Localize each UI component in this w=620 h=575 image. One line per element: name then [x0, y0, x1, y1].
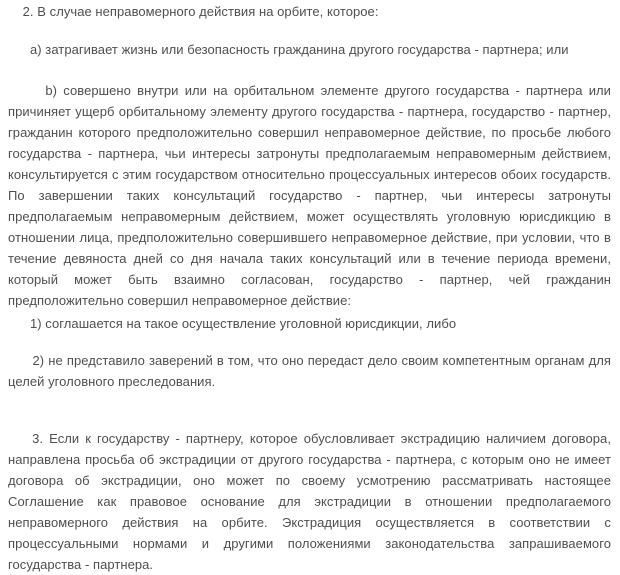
paragraph-item-1: 1) соглашается на такое осуществление уголовной юрисдикции, либо — [8, 316, 457, 331]
paragraph-item-2: 2) не представило заверений в том, что оно передаст дело своим компетентным органам для целей уголовного преследования. — [8, 353, 615, 389]
paragraph-clause-2: 2. В случае неправомерного действия на орбите, которое: — [8, 4, 379, 19]
paragraph-subclause-b: b) совершено внутри или на орбитальном элементе другого государства - партнера или причиняет ущерб орбитальному элементу другого государства - партнера, государство - партнер, гражданин которого предположительно совершил неправомерное действие, по просьбе любого государства - партнера, чьи интересы затронуты предполагаемым неправомерным действием, консультируется с этим государством относительно процессуальных интересов обоих государств. По завершении таких консультаций государство - партнер, чьи интересы затронуты предполагаемым неправомерным действием, может осуществлять уголовную юрисдикцию в отношении лица, предположительно совершившего неправомерное действие, при условии, что в течение девяноста дней со дня начала таких консультаций или в течение периода времени, который может быть взаимно согласован, государство - партнер, чей гражданин предположительно совершил неправомерное действие: — [8, 83, 615, 308]
paragraph-subclause-a: а) затрагивает жизнь или безопасность гражданина другого государства - партнера; или — [8, 42, 569, 57]
paragraph-clause-3: 3. Если к государству - партнеру, которое обусловливает экстрадицию наличием договора, направлена просьба об экстрадиции от другого государства - партнера, с которым оно не имеет договора об экстрадиции, оно может по своему усмотрению рассматривать настоящее Соглашение как правовое основание для экстрадиции в отношении предполагаемого неправомерного действия на орбите. Экстрадиция осуществляется в соответствии с процессуальными нормами и другими положениями законодательства запрашиваемого государства - партнера. — [8, 431, 615, 572]
